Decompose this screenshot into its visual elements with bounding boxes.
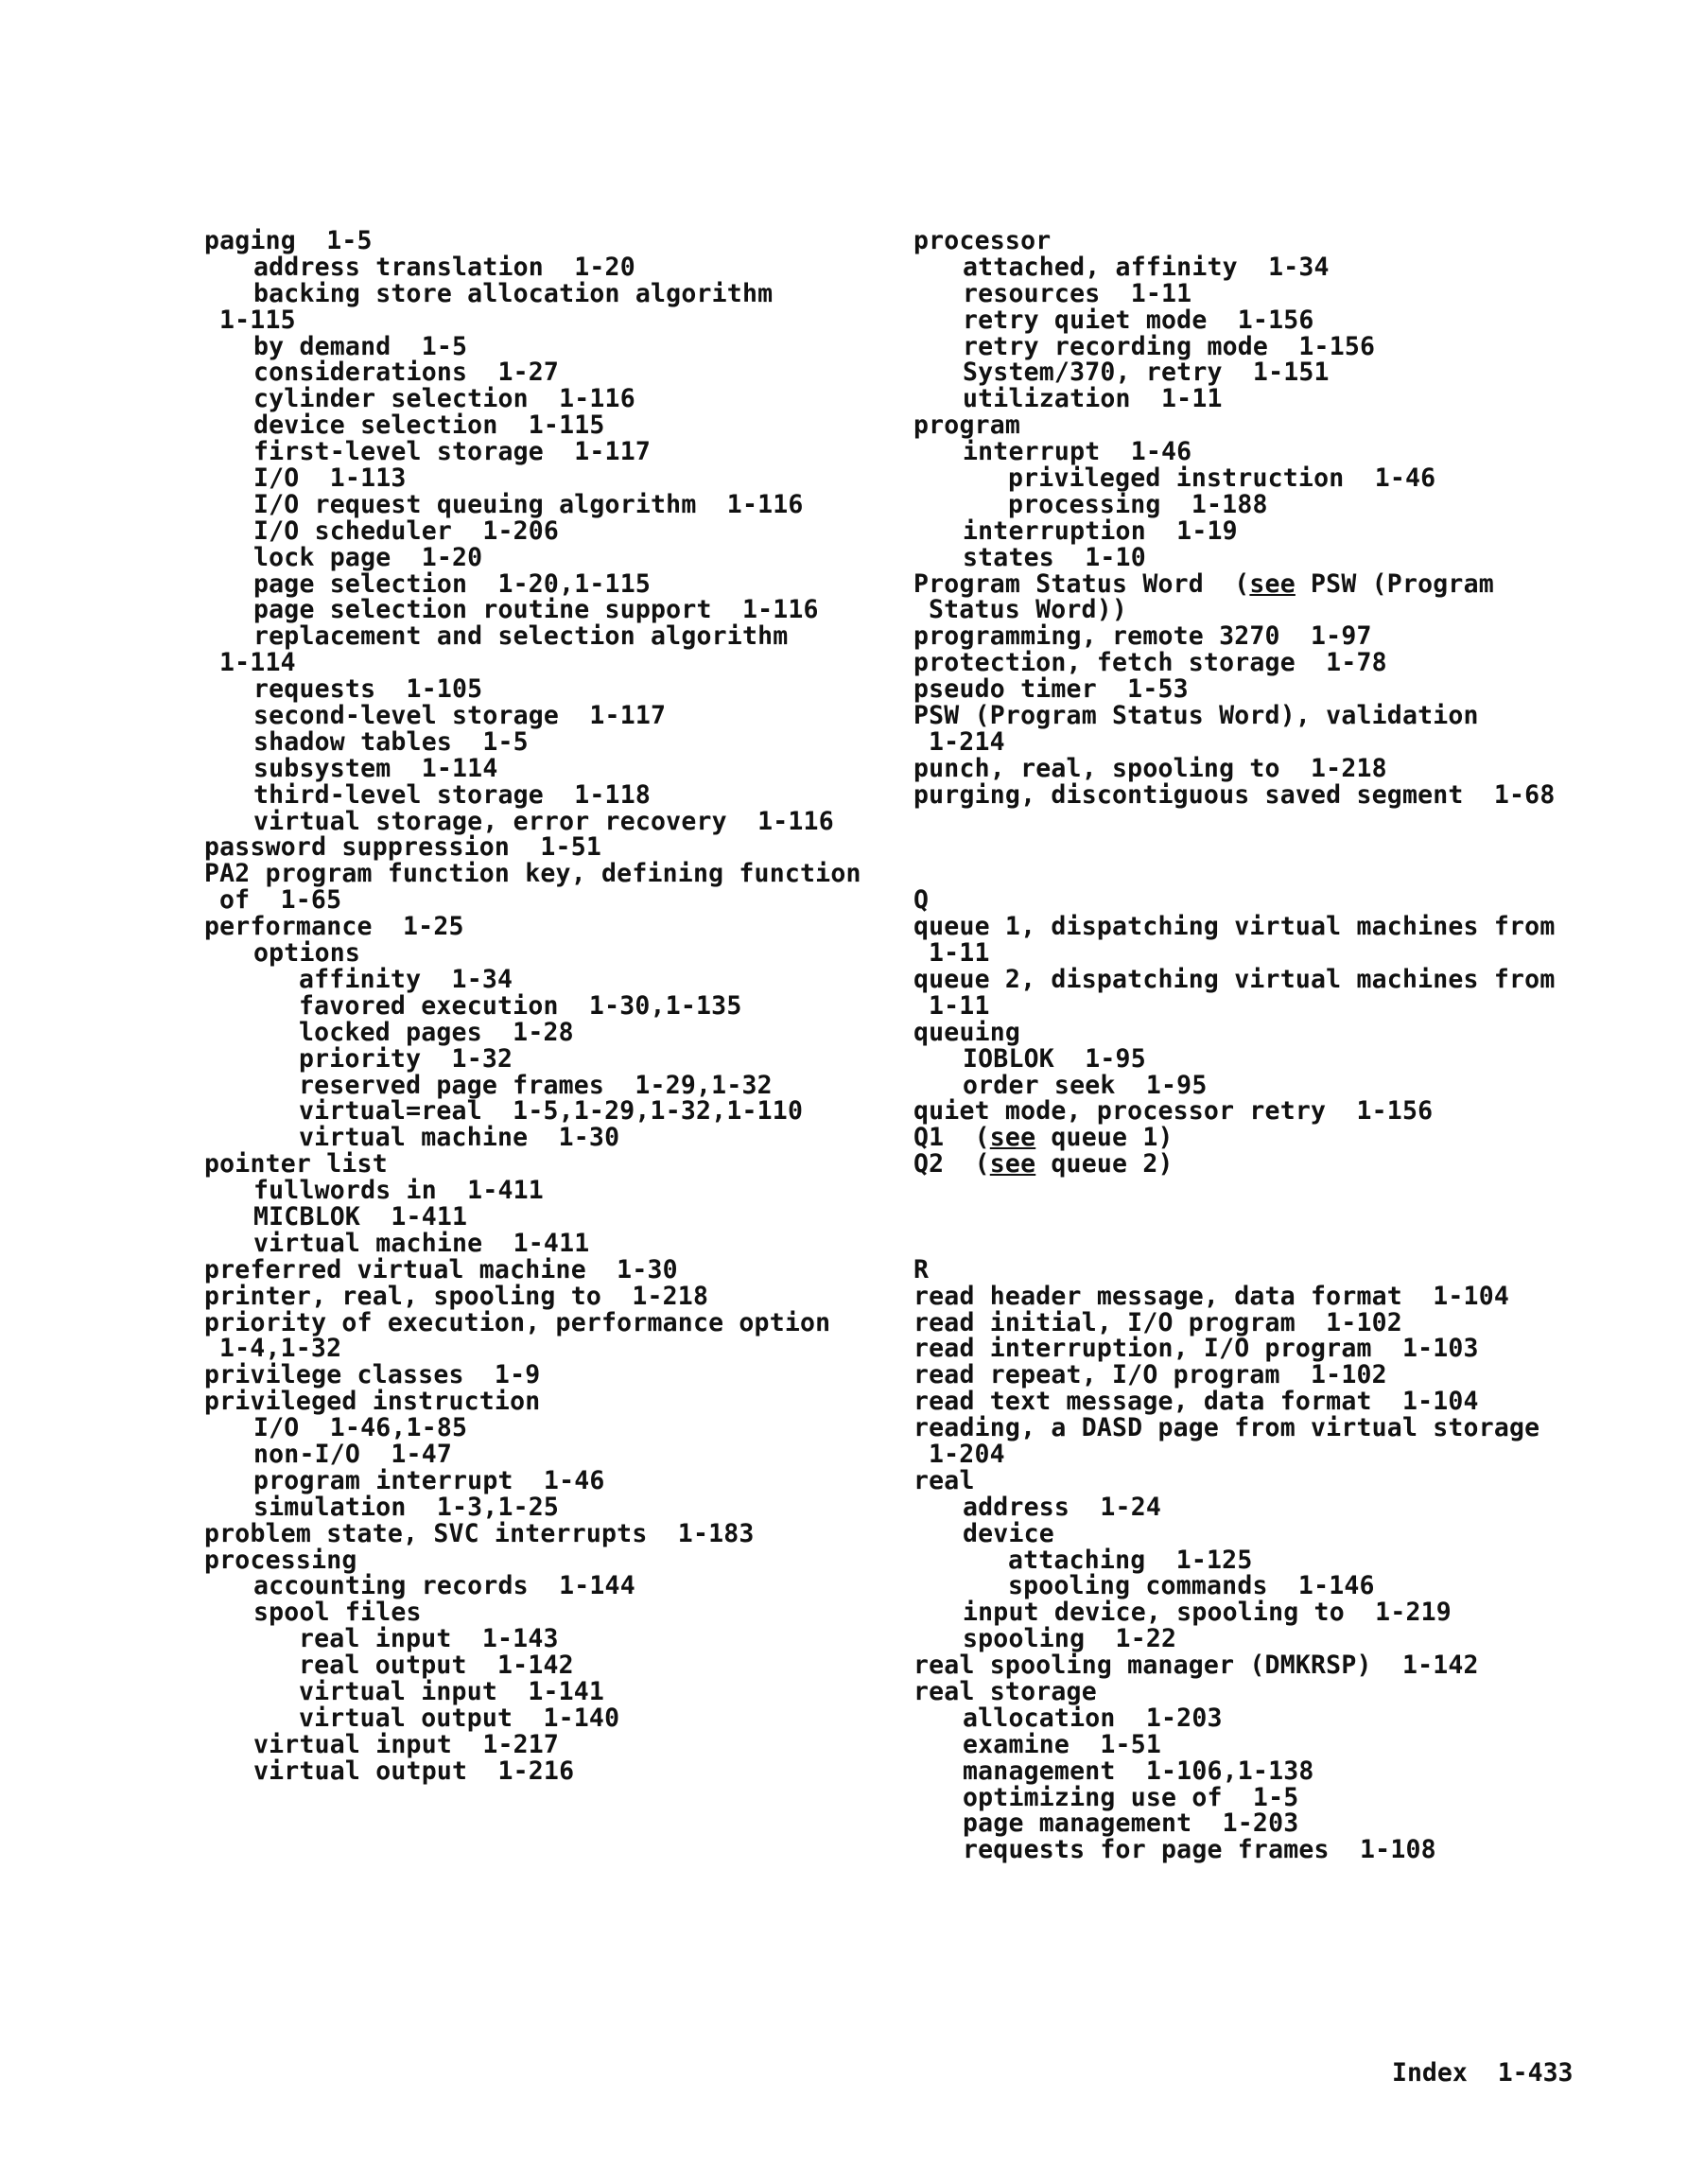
index-entry: attached, affinity 1-34 (963, 252, 1330, 282)
index-entry: pseudo timer 1-53 (913, 674, 1189, 705)
index-entry: printer, real, spooling to 1-218 (204, 1281, 709, 1311)
index-entry: device selection 1-115 (253, 411, 605, 441)
index-entry: retry recording mode 1-156 (963, 331, 1376, 361)
index-entry: 1-11 (929, 938, 990, 969)
index-entry: processor (913, 226, 1052, 255)
index-entry: queue 1, dispatching virtual machines from (913, 912, 1556, 942)
index-entry: virtual storage, error recovery 1-116 (253, 806, 834, 836)
index-entry: queue 2, dispatching virtual machines from (913, 964, 1556, 994)
index-entry: page selection routine support 1-116 (253, 595, 819, 625)
index-entry: processing (204, 1545, 357, 1575)
index-entry: reserved page frames 1-29,1-32 (299, 1070, 773, 1100)
index-entry: utilization 1-11 (963, 384, 1223, 414)
index-entry: pointer list (204, 1149, 388, 1179)
index-entry: 1-11 (929, 990, 990, 1021)
index-entry: virtual input 1-141 (299, 1676, 605, 1706)
see-reference: see (989, 1149, 1036, 1179)
blank-line (913, 1204, 1613, 1231)
index-entry: address 1-24 (963, 1492, 1162, 1522)
index-entry: MICBLOK 1-411 (253, 1201, 468, 1232)
index-entry: locked pages 1-28 (299, 1017, 574, 1047)
index-entry: address translation 1-20 (253, 252, 635, 282)
index-entry: fullwords in 1-411 (253, 1176, 544, 1206)
index-entry: first-level storage 1-117 (253, 437, 652, 467)
index-entry: privileged instruction (204, 1387, 541, 1417)
index-entry: Program Status Word (see PSW (Program (913, 568, 1494, 599)
index-entry: program (913, 411, 1021, 441)
index-entry: virtual input 1-217 (253, 1729, 560, 1759)
index-entry: allocation 1-203 (963, 1703, 1223, 1733)
index-entry: input device, spooling to 1-219 (963, 1598, 1452, 1628)
index-entry: queuing (913, 1017, 1021, 1047)
index-entry: IOBLOK 1-95 (963, 1043, 1146, 1074)
index-entry: 1-114 (219, 648, 296, 678)
index-entry: order seek 1-95 (963, 1070, 1208, 1100)
index-entry: purging, discontiguous saved segment 1-68 (913, 779, 1556, 810)
index-entry: interrupt 1-46 (963, 437, 1192, 467)
index-entry: virtual machine 1-30 (299, 1123, 620, 1153)
index-entry: spooling 1-22 (963, 1624, 1177, 1654)
index-entry: optimizing use of 1-5 (963, 1782, 1299, 1812)
index-entry: favored execution 1-30,1-135 (299, 990, 742, 1021)
index-entry: performance 1-25 (204, 912, 464, 942)
index-entry: programming, remote 3270 1-97 (913, 621, 1372, 652)
index-entry: paging 1-5 (204, 226, 373, 255)
index-entry: management 1-106,1-138 (963, 1756, 1314, 1786)
index-entry: 1-214 (929, 726, 1005, 757)
index-entry: non-I/O 1-47 (253, 1439, 453, 1469)
index-entry: I/O scheduler 1-206 (253, 515, 560, 546)
index-entry: real (913, 1465, 975, 1495)
index-entry: resources 1-11 (963, 278, 1192, 308)
index-entry: requests for page frames 1-108 (963, 1835, 1436, 1865)
index-entry: Status Word)) (929, 595, 1128, 625)
index-entry: page management 1-203 (963, 1808, 1299, 1839)
index-entry: preferred virtual machine 1-30 (204, 1254, 678, 1284)
index-entry: processing 1-188 (1008, 489, 1268, 519)
index-entry: cylinder selection 1-116 (253, 384, 635, 414)
index-entry: 1-204 (929, 1439, 1005, 1469)
index-entry: backing store allocation algorithm (253, 278, 774, 308)
index-entry: I/O 1-113 (253, 463, 407, 494)
index-entry: 1-115 (219, 305, 296, 335)
index-entry: Q (913, 885, 930, 916)
blank-line (913, 861, 1613, 887)
index-entry: punch, real, spooling to 1-218 (913, 753, 1387, 783)
blank-line (913, 1231, 1613, 1257)
index-entry: interruption 1-19 (963, 515, 1238, 546)
index-entry: states 1-10 (963, 542, 1146, 572)
index-entry: PSW (Program Status Word), validation (913, 701, 1479, 731)
index-entry: priority of execution, performance option (204, 1307, 831, 1337)
index-entry: real spooling manager (DMKRSP) 1-142 (913, 1651, 1479, 1681)
index-entry: third-level storage 1-118 (253, 779, 652, 810)
blank-line (913, 834, 1613, 861)
index-entry: quiet mode, processor retry 1-156 (913, 1096, 1434, 1127)
index-entry: PA2 program function key, defining function (204, 859, 861, 889)
index-entry: attaching 1-125 (1008, 1545, 1253, 1575)
index-entry: virtual output 1-140 (299, 1703, 620, 1733)
index-entry: System/370, retry 1-151 (963, 358, 1330, 388)
index-entry: accounting records 1-144 (253, 1571, 635, 1601)
index-left-column (204, 228, 904, 1785)
index-entry: I/O request queuing algorithm 1-116 (253, 489, 804, 519)
index-entry: R (913, 1254, 930, 1284)
see-reference: see (989, 1123, 1036, 1153)
index-entry: affinity 1-34 (299, 964, 513, 994)
blank-line (913, 809, 1613, 835)
index-entry: by demand 1-5 (253, 331, 468, 361)
index-entry: read text message, data format 1-104 (913, 1387, 1479, 1417)
index-entry: considerations 1-27 (253, 358, 560, 388)
index-entry: lock page 1-20 (253, 542, 483, 572)
index-entry: I/O 1-46,1-85 (253, 1413, 468, 1443)
index-entry: shadow tables 1-5 (253, 726, 529, 757)
index-entry: real input 1-143 (299, 1624, 559, 1654)
index-entry: virtual=real 1-5,1-29,1-32,1-110 (299, 1096, 804, 1127)
index-entry: virtual output 1-216 (253, 1756, 575, 1786)
index-entry: priority 1-32 (299, 1043, 513, 1074)
index-entry: requests 1-105 (253, 674, 483, 705)
index-right-column (913, 228, 1613, 1863)
index-entry: read header message, data format 1-104 (913, 1281, 1510, 1311)
index-entry: examine 1-51 (963, 1729, 1162, 1759)
blank-line (913, 1178, 1613, 1204)
index-entry: password suppression 1-51 (204, 832, 602, 863)
index-entry: real output 1-142 (299, 1651, 574, 1681)
index-entry: virtual machine 1-411 (253, 1228, 590, 1258)
index-entry: retry quiet mode 1-156 (963, 305, 1314, 335)
index-entry: Q1 (see queue 1) (913, 1123, 1174, 1153)
index-entry: options (253, 938, 361, 969)
index-entry: problem state, SVC interrupts 1-183 (204, 1518, 755, 1548)
index-entry: program interrupt 1-46 (253, 1465, 605, 1495)
index-entry: second-level storage 1-117 (253, 701, 667, 731)
index-entry: Q2 (see queue 2) (913, 1149, 1174, 1179)
index-entry: read repeat, I/O program 1-102 (913, 1360, 1387, 1390)
index-entry: spooling commands 1-146 (1008, 1571, 1375, 1601)
page-number: 1-433 (1497, 2058, 1574, 2088)
index-entry: privilege classes 1-9 (204, 1360, 541, 1390)
page-footer (1392, 2058, 1573, 2088)
index-entry: spool files (253, 1598, 422, 1628)
footer-label: Index (1392, 2058, 1468, 2088)
index-entry: read initial, I/O program 1-102 (913, 1307, 1402, 1337)
see-reference: see (1249, 568, 1296, 599)
index-entry: real storage (913, 1676, 1097, 1706)
index-entry: subsystem 1-114 (253, 753, 498, 783)
index-entry: of 1-65 (219, 885, 342, 916)
index-entry: replacement and selection algorithm (253, 621, 789, 652)
index-entry: device (963, 1518, 1054, 1548)
index-entry: 1-4,1-32 (219, 1334, 342, 1364)
index-entry: read interruption, I/O program 1-103 (913, 1334, 1479, 1364)
index-entry: protection, fetch storage 1-78 (913, 648, 1387, 678)
index-entry: reading, a DASD page from virtual storage (913, 1413, 1540, 1443)
index-entry: simulation 1-3,1-25 (253, 1492, 560, 1522)
index-entry: privileged instruction 1-46 (1008, 463, 1436, 494)
index-entry: page selection 1-20,1-115 (253, 568, 652, 599)
